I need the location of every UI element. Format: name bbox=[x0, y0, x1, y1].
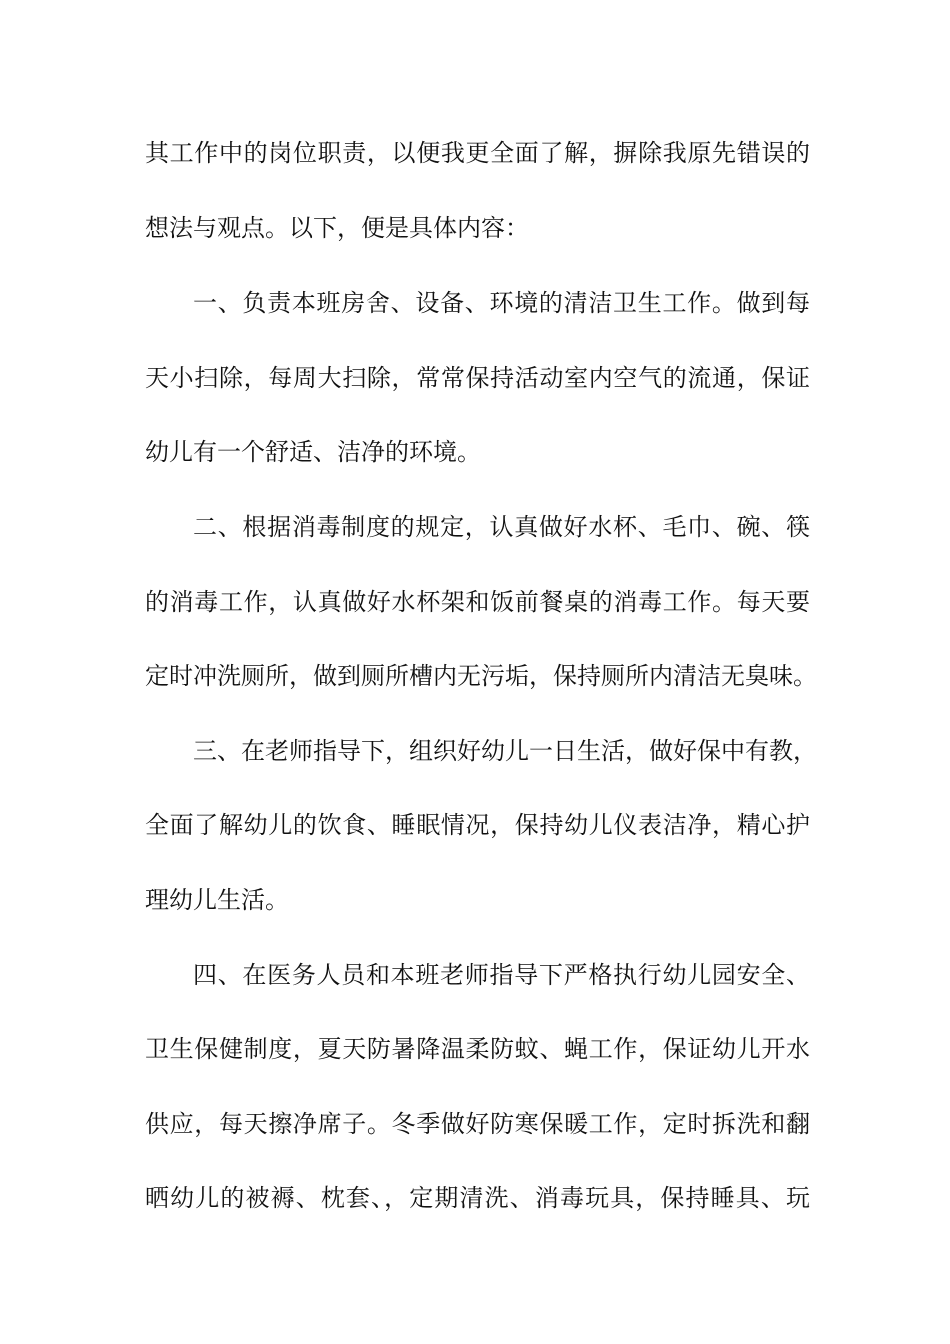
paragraph-start-line: 四、在医务人员和本班老师指导下严格执行幼儿园安全、 bbox=[193, 961, 810, 989]
text-line: 供应，每天擦净席子。冬季做好防寒保暖工作，定时拆洗和翻 bbox=[145, 1110, 810, 1138]
text-line: 全面了解幼儿的饮食、睡眠情况，保持幼儿仪表洁净，精心护 bbox=[145, 811, 810, 839]
text-line: 天小扫除，每周大扫除，常常保持活动室内空气的流通，保证 bbox=[145, 364, 810, 392]
text-line: 定时冲洗厕所，做到厕所槽内无污垢，保持厕所内清洁无臭味。 bbox=[145, 662, 817, 690]
text-line: 其工作中的岗位职责，以便我更全面了解，摒除我原先错误的 bbox=[145, 139, 810, 167]
text-line: 幼儿有一个舒适、洁净的环境。 bbox=[145, 438, 481, 466]
paragraph-start-line: 三、在老师指导下，组织好幼儿一日生活，做好保中有教， bbox=[193, 737, 817, 765]
text-line: 理幼儿生活。 bbox=[145, 886, 289, 914]
text-line: 想法与观点。以下，便是具体内容： bbox=[145, 214, 529, 242]
paragraph-start-line: 二、根据消毒制度的规定，认真做好水杯、毛巾、碗、筷 bbox=[193, 513, 810, 541]
text-line: 的消毒工作，认真做好水杯架和饭前餐桌的消毒工作。每天要 bbox=[145, 588, 810, 616]
text-line: 晒幼儿的被褥、枕套、，定期清洗、消毒玩具，保持睡具、玩 bbox=[145, 1184, 810, 1212]
paragraph-start-line: 一、负责本班房舍、设备、环境的清洁卫生工作。做到每 bbox=[193, 289, 810, 317]
text-line: 卫生保健制度，夏天防暑降温柔防蚊、蝇工作，保证幼儿开水 bbox=[145, 1035, 810, 1063]
